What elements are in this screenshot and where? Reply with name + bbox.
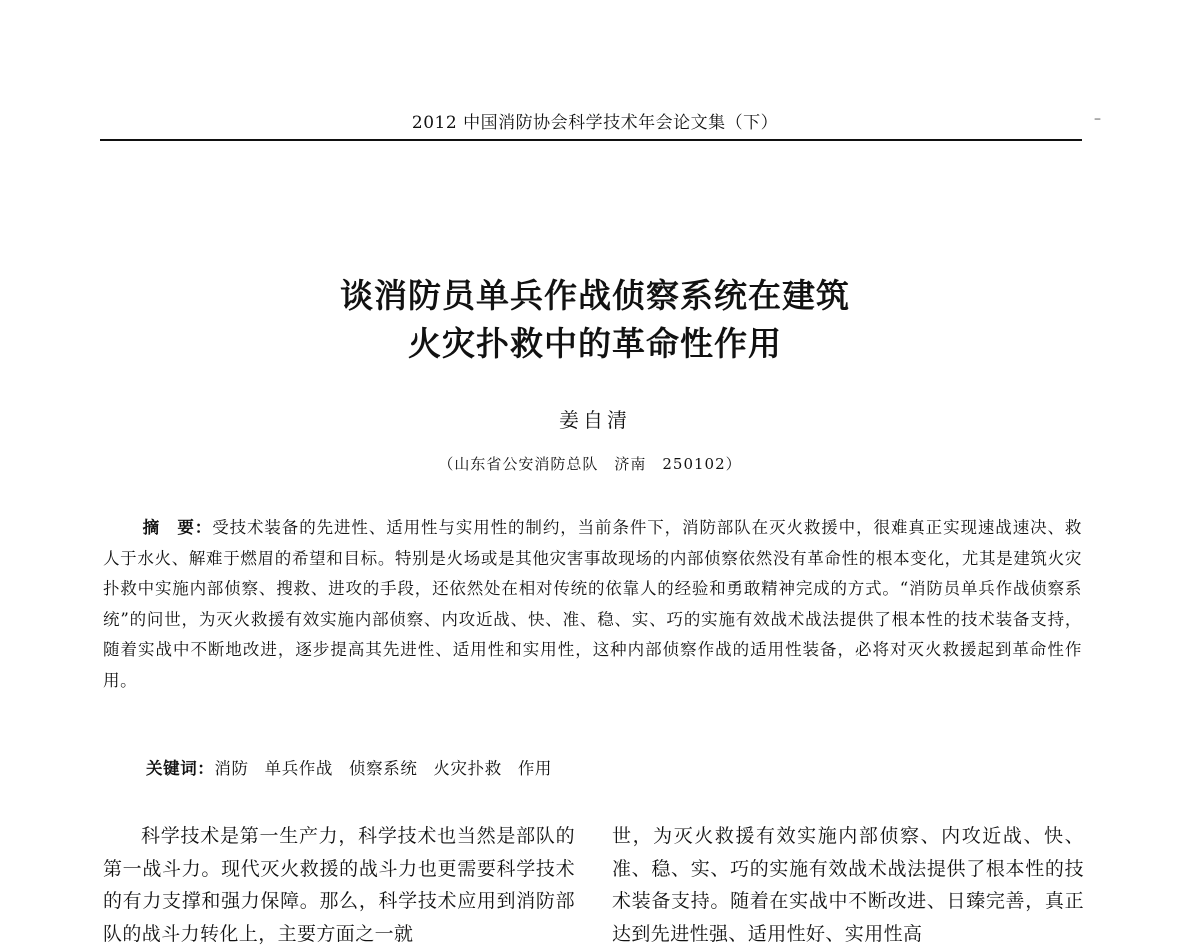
paper-title [0, 272, 1190, 368]
abstract-text: 受技术装备的先进性、适用性与实用性的制约，当前条件下，消防部队在灭火救援中，很难真正实现速战速决、救人于水火、解难于燃眉的希望和目标。特别是火场或是其他灾害事故现场的内部侦察依然没有革命性的根本变化，尤其是建筑火灾扑救中实施内部侦察、搜救、进攻的手段，还依然处在相对传统的依靠人的经验和勇敢精神完成的方式。“消防员单兵作战侦察系统”的问世，为灭火救援有效实施内部侦察、内攻近战、快、准、稳、实、巧的实施有效战术战法提供了根本性的技术装备支持，随着实战中不断地改进，逐步提高其先进性、适用性和实用性，这种内部侦察作战的适用性装备，必将对灭火救援起到革命性作用。 [103, 518, 1082, 690]
keyword-item: 火灾扑救 [433, 759, 502, 778]
keyword-item: 消防 [214, 759, 249, 778]
running-header: 2012 中国消防协会科学技术年会论文集（下） [411, 113, 779, 133]
keyword-item: 单兵作战 [264, 759, 334, 778]
author-affiliation: （山东省公安消防总队 济南 250102） [438, 455, 742, 473]
body-column-right: 世，为灭火救援有效实施内部侦察、内攻近战、快、准、稳、实、巧的实施有效战术战法提供了根本性的技术装备支持。随着在实战中不断改进、日臻完善，真正达到先进性强、适用性好、实用性高 [612, 825, 1084, 945]
keywords-label: 关键词： [146, 759, 215, 778]
header-rule [100, 139, 1082, 141]
title-line-1: 谈消防员单兵作战侦察系统在建筑 [340, 276, 850, 315]
keywords [146, 755, 1076, 783]
body-column-left: 科学技术是第一生产力，科学技术也当然是部队的第一战斗力。现代灭火救援的战斗力也更需要科学技术的有力支撑和强力保障。那么，科学技术应用到消防部队的战斗力转化上，主要方面之一就 [103, 825, 575, 945]
margin-mark: – [1094, 111, 1101, 127]
keyword-item: 侦察系统 [349, 759, 418, 778]
abstract-label: 摘 要： [142, 518, 213, 537]
author-name: 姜自清 [559, 408, 631, 432]
abstract [103, 513, 1082, 696]
title-line-2: 火灾扑救中的革命性作用 [408, 324, 782, 363]
keyword-item: 作用 [517, 759, 553, 778]
